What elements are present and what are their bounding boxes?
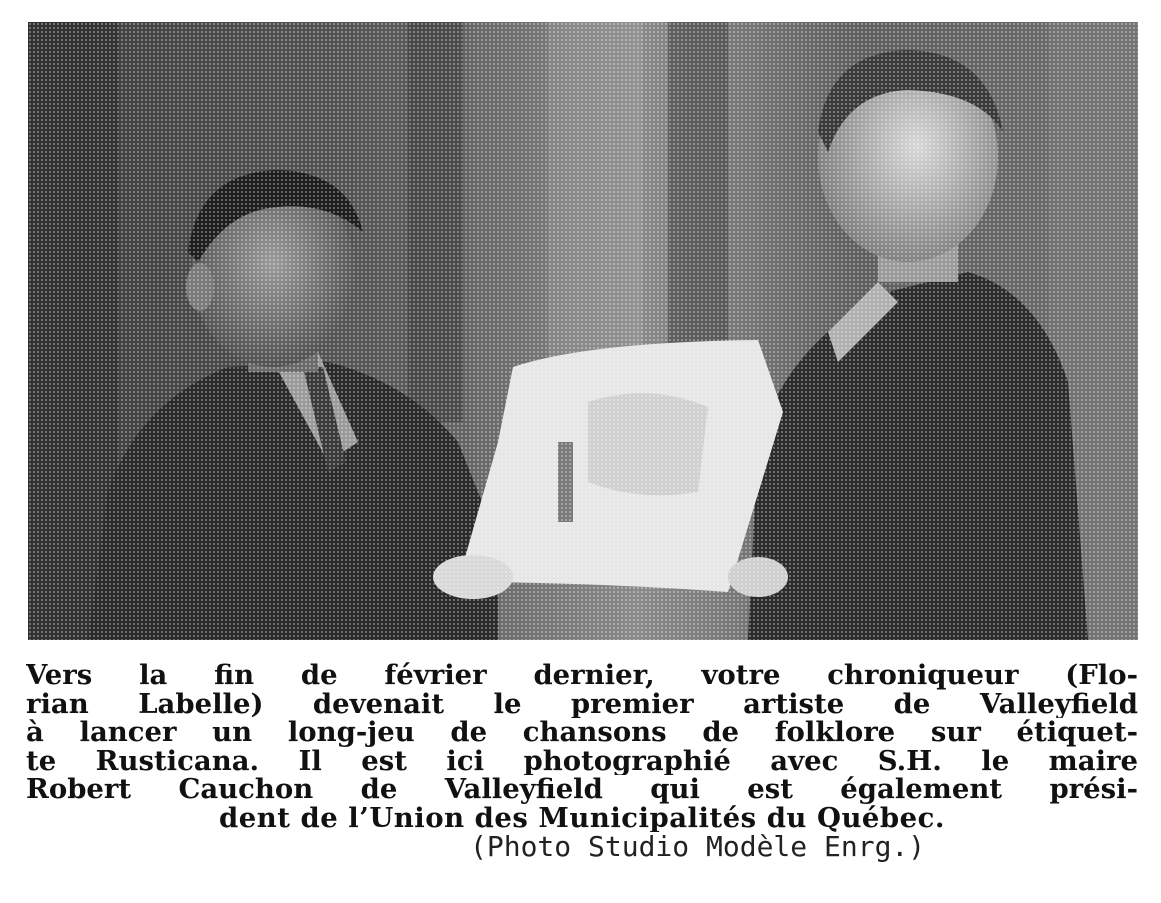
caption-line-last: dent de l’Union des Municipalités du Québec.	[219, 803, 945, 832]
caption-line: Robert Cauchon de Valleyfield qui est également prési-	[26, 775, 1138, 804]
photo-credit: (Photo Studio Modèle Enrg.)	[470, 830, 926, 863]
caption-line: rian Labelle) devenait le premier artiste de Valleyfield	[26, 689, 1138, 718]
caption-line: Vers la fin de février dernier, votre chroniqueur (Flo-	[26, 661, 1138, 690]
photo-caption	[26, 661, 1138, 832]
caption-line: à lancer un long-jeu de chansons de folklore sur étiquet-	[26, 718, 1138, 747]
halftone-photograph	[28, 22, 1138, 640]
caption-line: te Rusticana. Il est ici photographié avec S.H. le maire	[26, 746, 1138, 775]
